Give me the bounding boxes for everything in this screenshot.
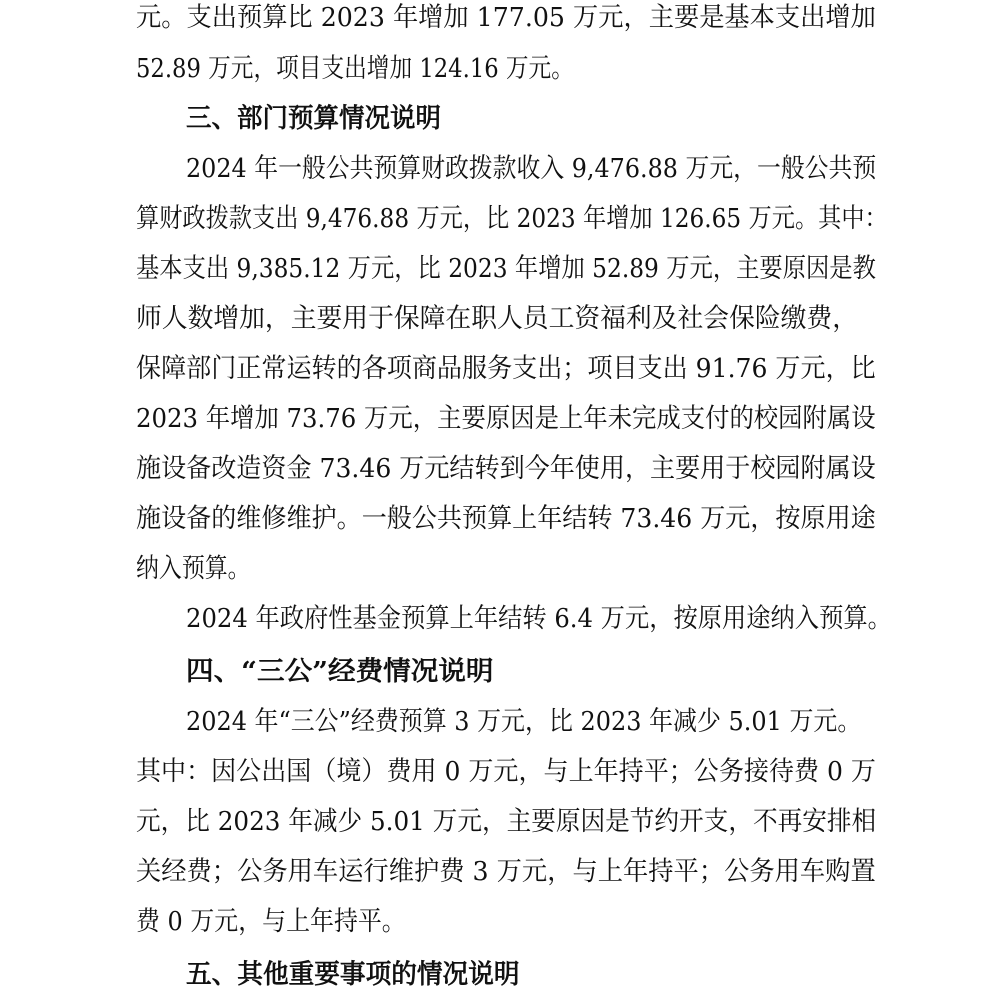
paragraph-line: 关经费；公务用车运行维护费 3 万元，与上年持平；公务用车购置: [136, 856, 876, 887]
paragraph-line: 算财政拨款支出 9,476.88 万元，比 2023 年增加 126.65 万元。其中：: [136, 203, 888, 234]
section-heading: 三、部门预算情况说明: [186, 103, 441, 134]
paragraph-line: 纳入预算。: [136, 553, 251, 584]
paragraph-line: 元。支出预算比 2023 年增加 177.05 万元，主要是基本支出增加: [136, 2, 876, 33]
paragraph-line: 施设备的维修维护。一般公共预算上年结转 73.46 万元，按原用途: [136, 503, 876, 534]
section-heading: 五、其他重要事项的情况说明: [186, 959, 520, 990]
paragraph-line: 基本支出 9,385.12 万元，比 2023 年增加 52.89 万元，主要原因是教: [136, 253, 876, 284]
paragraph-line: 2024 年一般公共预算财政拨款收入 9,476.88 万元，一般公共预: [186, 153, 877, 184]
paragraph-line: 费 0 万元，与上年持平。: [136, 906, 406, 937]
paragraph-line: 2024 年“三公”经费预算 3 万元，比 2023 年减少 5.01 万元。: [186, 706, 862, 737]
paragraph-line: 师人数增加，主要用于保障在职人员工资福利及社会保险缴费，: [136, 303, 858, 334]
paragraph-line: 元，比 2023 年减少 5.01 万元，主要原因是节约开支，不再安排相: [136, 806, 877, 837]
paragraph-line: 保障部门正常运转的各项商品服务支出；项目支出 91.76 万元，比: [136, 353, 876, 384]
section-heading: 四、“三公”经费情况说明: [186, 656, 494, 687]
paragraph-line: 其中：因公出国（境）费用 0 万元，与上年持平；公务接待费 0 万: [136, 756, 876, 787]
paragraph-line: 2024 年政府性基金预算上年结转 6.4 万元，按原用途纳入预算。: [186, 603, 892, 634]
paragraph-line: 52.89 万元，项目支出增加 124.16 万元。: [136, 53, 574, 84]
paragraph-line: 施设备改造资金 73.46 万元结转到今年使用，主要用于校园附属设: [136, 453, 876, 484]
paragraph-line: 2023 年增加 73.76 万元，主要原因是上年未完成支付的校园附属设: [136, 403, 876, 434]
